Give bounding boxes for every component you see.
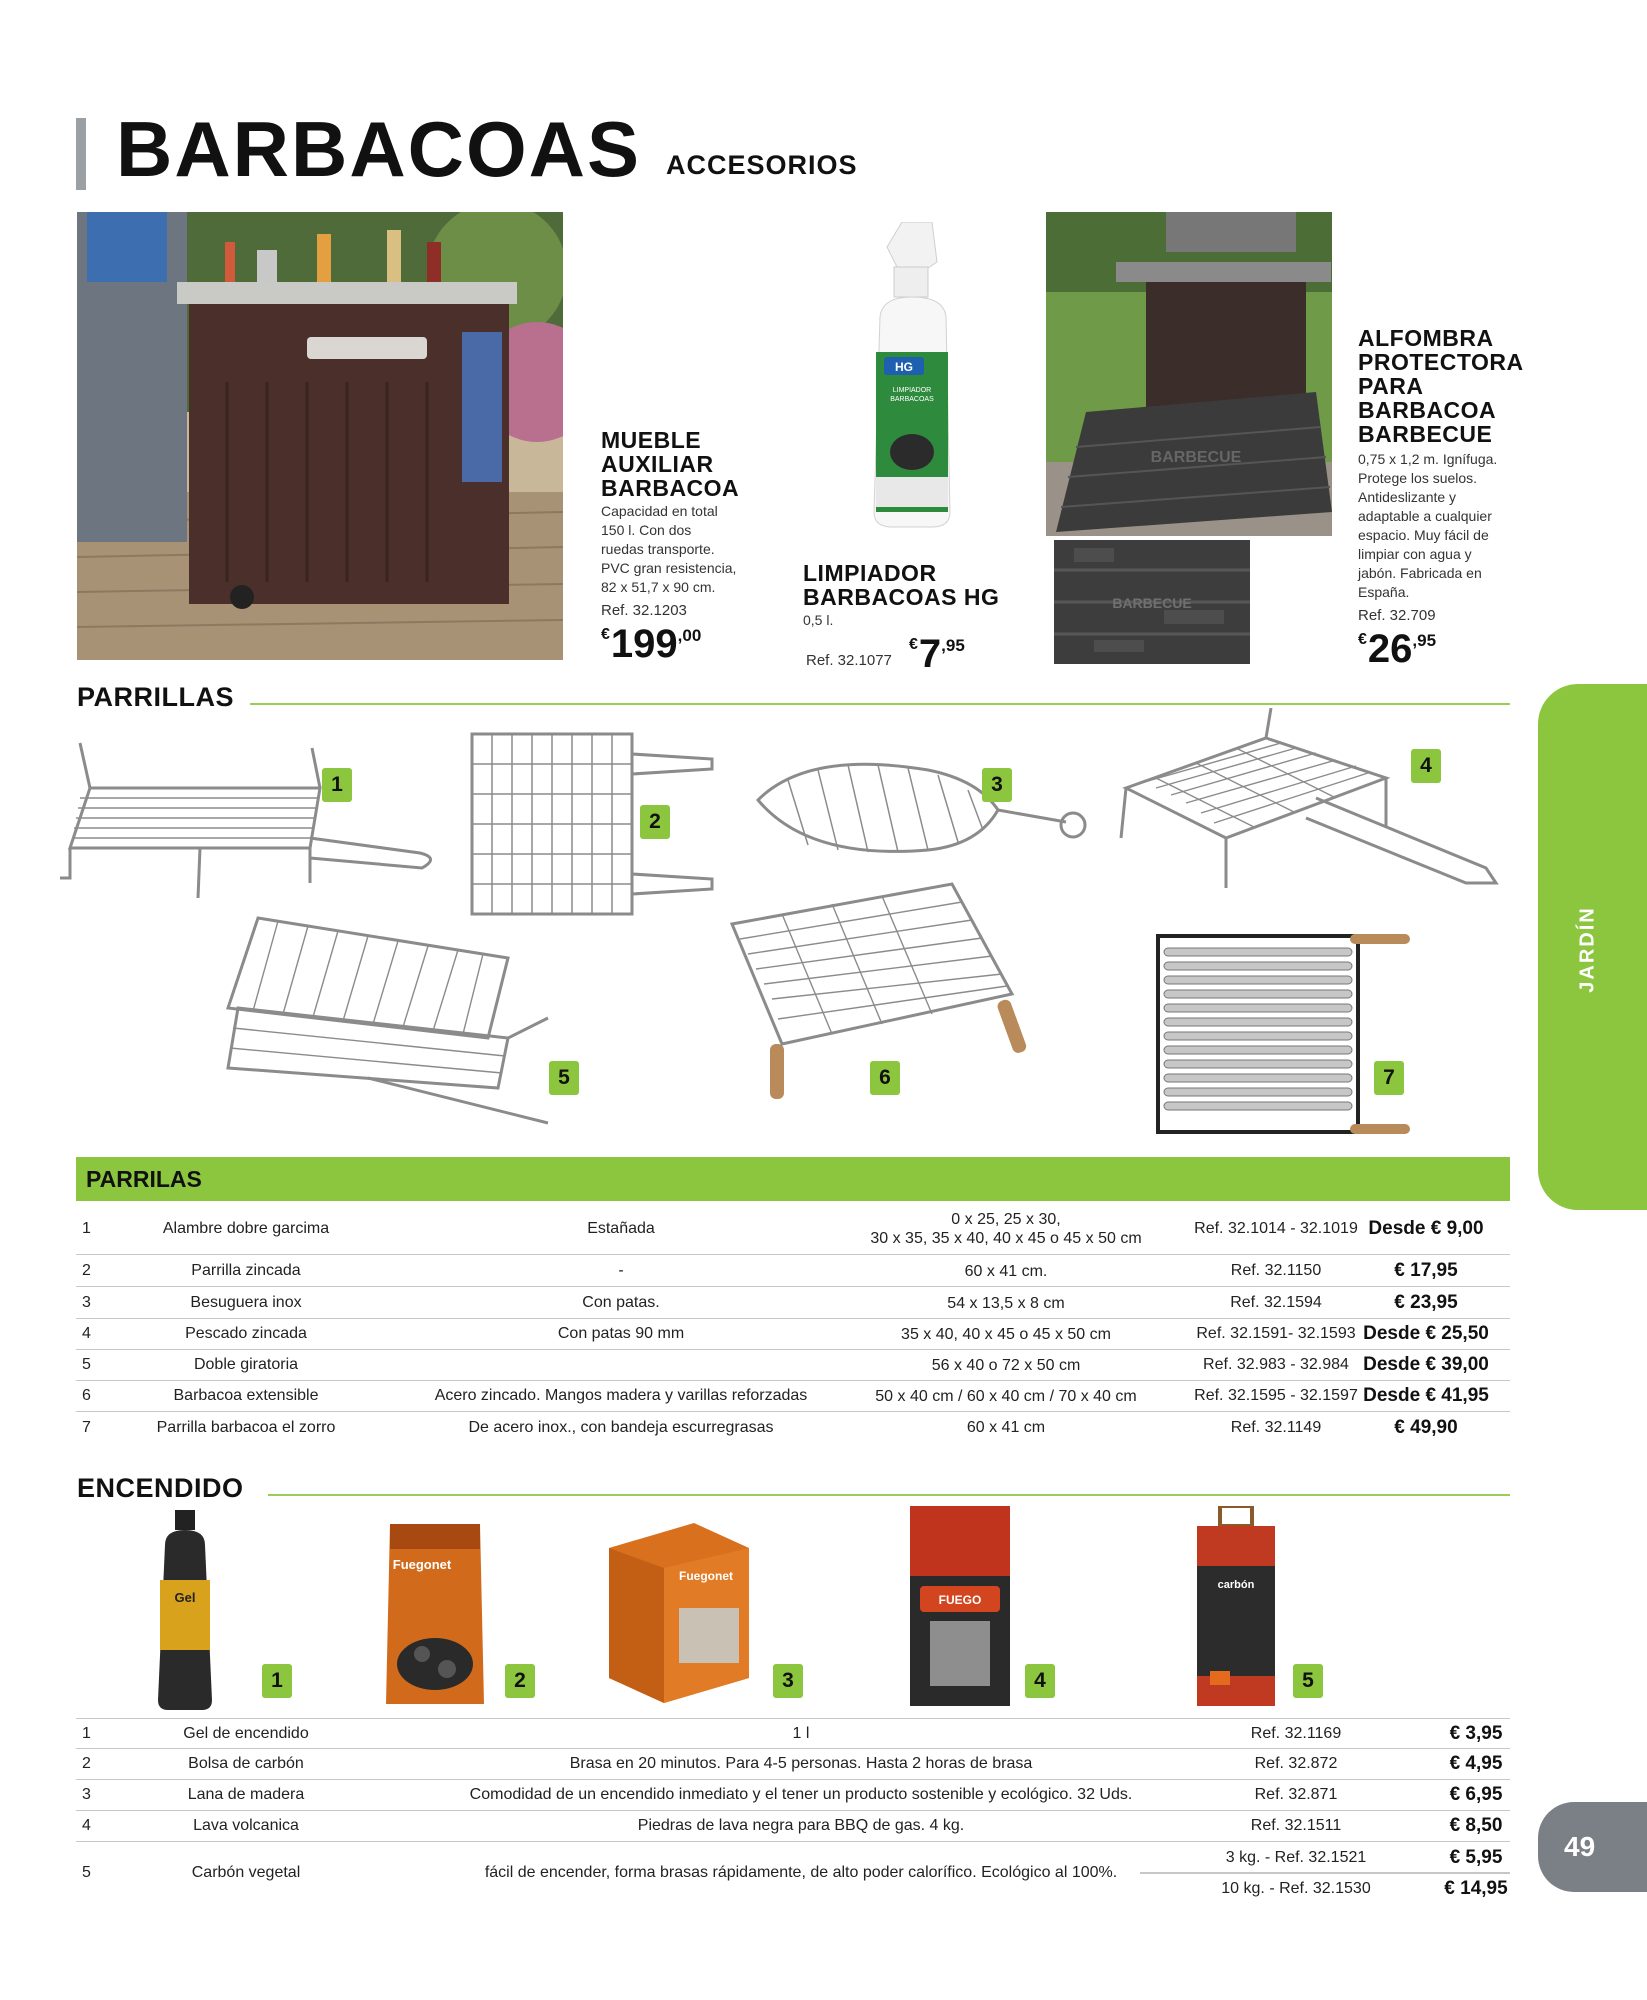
encendido-badge-5: 5 xyxy=(1293,1664,1323,1698)
limpiador-hg-photo xyxy=(862,222,962,532)
grill-badge-1: 1 xyxy=(322,768,352,802)
mueble-auxiliar-photo xyxy=(77,212,563,660)
limpiador-hg-ref: Ref. 32.1077 xyxy=(806,652,892,669)
grill-badge-7: 7 xyxy=(1374,1061,1404,1095)
grill-badge-6: 6 xyxy=(870,1061,900,1095)
table-row: 4 Lava volcanica Piedras de lava negra para BBQ de gas. 4 kg. Ref. 32.1511 € 8,50 xyxy=(76,1811,1510,1842)
alfombra-name: ALFOMBRA PROTECTORA PARA BARBACOA BARBECUE xyxy=(1358,325,1524,447)
mueble-auxiliar-ref: Ref. 32.1203 xyxy=(601,602,687,619)
table-row: 2 Bolsa de carbón Brasa en 20 minutos. Para 4-5 personas. Hasta 2 horas de brasa Ref. 32.872 € 4,95 xyxy=(76,1749,1510,1780)
alfombra-price: $^€26^{,95}$ xyxy=(1358,627,1437,671)
mueble-auxiliar-name: MUEBLE AUXILIAR BARBACOA xyxy=(601,427,740,501)
grill-5-image xyxy=(218,908,558,1128)
encendido-heading: ENCENDIDO xyxy=(77,1473,244,1503)
page-subtitle: ACCESORIOS xyxy=(666,150,858,180)
grill-4-image xyxy=(1116,708,1506,908)
table-row: 7 Parrilla barbacoa el zorro De acero inox., con bandeja escurregrasas 60 x 41 cm Ref. 32.1149 € 49,90 xyxy=(82,1416,1458,1438)
grill-3-image xyxy=(748,750,1090,870)
table-row: 5 Carbón vegetal fácil de encender, forma brasas rápidamente, de alto poder calorífico. Ecológico al 100%. 3 kg. - Ref. 32.1521 € 5,95 10 kg. - Ref. 32.1530 € 14,95 xyxy=(82,1846,1508,1899)
svg-text:BARBECUE: BARBECUE xyxy=(1112,595,1192,611)
parrillas-heading: PARRILLAS xyxy=(77,682,234,712)
table-row: 6 Barbacoa extensible Acero zincado. Mangos madera y varillas reforzadas 50 x 40 cm / 60 x 40 cm / 70 x 40 cm Ref. 32.1595 - 32.1597 Desde € 41,95 xyxy=(76,1381,1510,1412)
grill-badge-5: 5 xyxy=(549,1061,579,1095)
bolsa-carbon-image xyxy=(382,1514,488,1706)
grill-badge-2: 2 xyxy=(640,805,670,839)
mueble-auxiliar-desc: Capacidad en total 150 l. Con dos ruedas transporte. PVC gran resistencia, 82 x 51,7 x 90 cm. xyxy=(601,503,737,595)
carbon-vegetal-image xyxy=(1195,1506,1277,1706)
grill-7-image xyxy=(1150,928,1430,1138)
table-row: 1 Gel de encendido 1 l Ref. 32.1169 € 3,95 xyxy=(76,1718,1510,1749)
limpiador-hg-name: LIMPIADOR BARBACOAS HG xyxy=(803,560,1000,610)
grill-badge-4: 4 xyxy=(1411,749,1441,783)
svg-text:Fuegonet: Fuegonet xyxy=(679,1569,733,1583)
svg-text:HG: HG xyxy=(895,360,913,374)
table-row: 3 Besuguera inox Con patas. 54 x 13,5 x 8 cm Ref. 32.1594 € 23,95 xyxy=(76,1288,1510,1319)
alfombra-detail-photo xyxy=(1054,540,1250,664)
svg-text:LIMPIADOR: LIMPIADOR xyxy=(892,387,932,394)
encendido-divider xyxy=(268,1494,1510,1496)
gel-encendido-image xyxy=(150,1510,220,1710)
svg-text:Fuegonet: Fuegonet xyxy=(392,1557,452,1572)
grill-1-image xyxy=(50,728,440,908)
limpiador-hg-desc: 0,5 l. xyxy=(803,612,834,628)
table-row: 5 Doble giratoria 56 x 40 o 72 x 50 cm Ref. 32.983 - 32.984 Desde € 39,00 xyxy=(76,1350,1510,1381)
encendido-badge-4: 4 xyxy=(1025,1664,1055,1698)
table-row: 4 Pescado zincada Con patas 90 mm 35 x 40, 40 x 45 o 45 x 50 cm Ref. 32.1591- 32.1593 Desde € 25,50 xyxy=(76,1319,1510,1350)
table-row: 2 Parrilla zincada - 60 x 41 cm. Ref. 32.1150 € 17,95 xyxy=(76,1256,1510,1287)
title-accent-bar xyxy=(76,118,86,190)
alfombra-photo xyxy=(1046,212,1332,536)
table-row: 1 Alambre dobre garcima Estañada 0 x 25, 25 x 30, 30 x 35, 35 x 40, 40 x 45 o 45 x 50 cm Ref. 32.1014 - 32.1019 Desde € 9,00 xyxy=(76,1203,1510,1255)
lana-madera-image xyxy=(604,1518,754,1703)
limpiador-hg-price: $^€7^{,95}$ xyxy=(909,632,965,676)
page-title: BARBACOAS xyxy=(116,105,641,193)
svg-text:BARBACOAS: BARBACOAS xyxy=(890,396,934,403)
table-row: 3 Lana de madera Comodidad de un encendido inmediato y el tener un producto sostenible y ecológico. 32 Uds. Ref. 32.871 € 6,95 xyxy=(76,1780,1510,1811)
svg-text:FUEGO: FUEGO xyxy=(938,1593,982,1607)
mueble-auxiliar-price: $^€199^{,00}$ xyxy=(601,622,702,666)
parrilas-table-header: PARRILAS xyxy=(76,1157,1510,1201)
side-tab-label: JARDÍN xyxy=(1576,906,1599,993)
svg-text:Gel: Gel xyxy=(174,1590,196,1605)
encendido-badge-1: 1 xyxy=(262,1664,292,1698)
parrillas-divider xyxy=(250,703,1510,705)
split-row-divider xyxy=(1140,1872,1510,1874)
svg-text:carbón: carbón xyxy=(1217,1579,1255,1591)
alfombra-desc: 0,75 x 1,2 m. Ignífuga. Protege los suelos. Antideslizante y adaptable a cualquier espacio. Muy fácil de limpiar con agua y jabón. Fabricada en España. xyxy=(1358,451,1498,600)
grill-badge-3: 3 xyxy=(982,768,1012,802)
page-number: 49 xyxy=(1538,1802,1647,1892)
lava-volcanica-image xyxy=(908,1506,1012,1706)
encendido-badge-2: 2 xyxy=(505,1664,535,1698)
grill-2-image xyxy=(462,724,722,924)
svg-text:BARBECUE: BARBECUE xyxy=(1150,449,1242,466)
encendido-badge-3: 3 xyxy=(773,1664,803,1698)
alfombra-ref: Ref. 32.709 xyxy=(1358,607,1436,624)
